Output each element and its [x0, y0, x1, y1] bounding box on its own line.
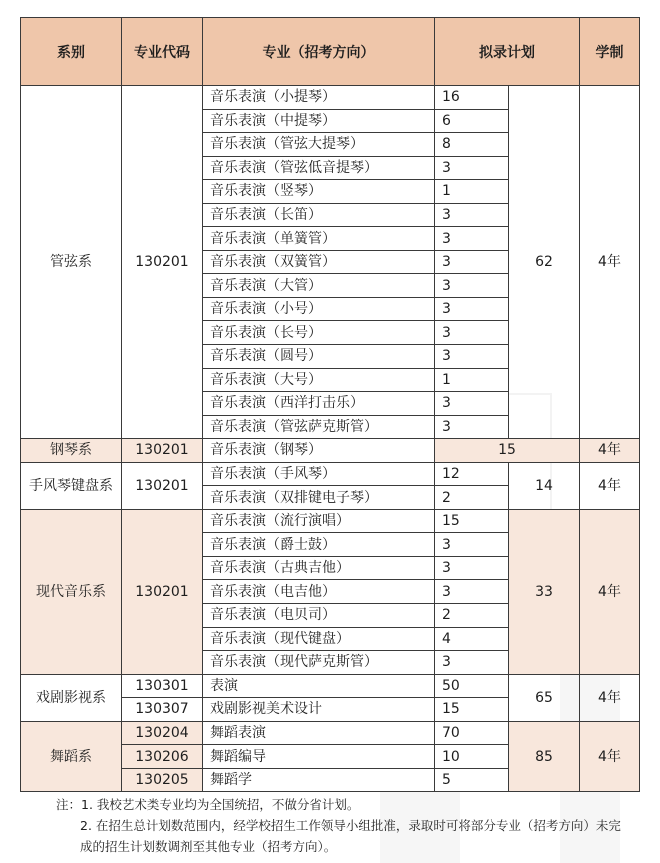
- major-name: 音乐表演（电贝司）: [203, 604, 435, 628]
- major-plan: 1: [435, 180, 509, 204]
- major-plan: 15: [435, 509, 509, 533]
- major-plan: 12: [435, 462, 509, 486]
- major-plan: 3: [435, 274, 509, 298]
- department-name: 舞蹈系: [21, 721, 122, 792]
- major-plan: 5: [435, 768, 509, 792]
- duration: 4年: [580, 86, 640, 439]
- major-name: 音乐表演（流行演唱）: [203, 509, 435, 533]
- major-name: 音乐表演（古典吉他）: [203, 556, 435, 580]
- table-body: [21, 86, 640, 792]
- major-code: 130201: [122, 509, 203, 674]
- major-plan: 3: [435, 227, 509, 251]
- major-name: 音乐表演（双簧管）: [203, 250, 435, 274]
- major-name: 音乐表演（长笛）: [203, 203, 435, 227]
- note-1-text: 1. 我校艺术类专业均为全国统招，不做分省计划。: [81, 797, 360, 812]
- department-total: 65: [509, 674, 580, 721]
- major-name: 音乐表演（现代萨克斯管）: [203, 651, 435, 675]
- major-plan: 3: [435, 156, 509, 180]
- major-name: 音乐表演（手风琴）: [203, 462, 435, 486]
- major-name: 音乐表演（钢琴）: [203, 439, 435, 463]
- table-row: [21, 721, 640, 745]
- major-name: 音乐表演（小提琴）: [203, 86, 435, 110]
- footnotes: [56, 794, 646, 857]
- note-2-line-2: 成的招生计划数调剂至其他专业（招考方向）。: [80, 839, 337, 854]
- duration: 4年: [580, 674, 640, 721]
- major-name: 音乐表演（长号）: [203, 321, 435, 345]
- major-plan: 10: [435, 745, 509, 769]
- major-code: 130307: [122, 698, 203, 722]
- major-plan: 3: [435, 345, 509, 369]
- table-header-row: [21, 18, 640, 86]
- major-name: 音乐表演（现代键盘）: [203, 627, 435, 651]
- major-plan: 3: [435, 297, 509, 321]
- major-name: 音乐表演（爵士鼓）: [203, 533, 435, 557]
- major-name: 音乐表演（小号）: [203, 297, 435, 321]
- major-name: 音乐表演（大号）: [203, 368, 435, 392]
- major-code: 130201: [122, 86, 203, 439]
- department-name: 戏剧影视系: [21, 674, 122, 721]
- department-name: 现代音乐系: [21, 509, 122, 674]
- major-name: 音乐表演（管弦萨克斯管）: [203, 415, 435, 439]
- major-plan: 8: [435, 133, 509, 157]
- major-name: 音乐表演（电吉他）: [203, 580, 435, 604]
- major-plan: 50: [435, 674, 509, 698]
- department-total: 15: [435, 439, 580, 463]
- major-name: 音乐表演（圆号）: [203, 345, 435, 369]
- major-name: 音乐表演（西洋打击乐）: [203, 392, 435, 416]
- header-duration: 学制: [580, 18, 640, 86]
- major-plan: 2: [435, 604, 509, 628]
- table-row: [21, 462, 640, 486]
- table-row: [21, 439, 640, 463]
- major-name: 表演: [203, 674, 435, 698]
- major-plan: 3: [435, 651, 509, 675]
- major-name: 戏剧影视美术设计: [203, 698, 435, 722]
- major-name: 音乐表演（中提琴）: [203, 109, 435, 133]
- department-name: 钢琴系: [21, 439, 122, 463]
- major-plan: 3: [435, 392, 509, 416]
- enrollment-plan-table: [20, 17, 640, 792]
- duration: 4年: [580, 439, 640, 463]
- header-major-code: 专业代码: [122, 18, 203, 86]
- table-row: [21, 674, 640, 698]
- major-plan: 3: [435, 580, 509, 604]
- major-name: 舞蹈表演: [203, 721, 435, 745]
- department-name: 手风琴键盘系: [21, 462, 122, 509]
- major-plan: 3: [435, 321, 509, 345]
- major-code: 130205: [122, 768, 203, 792]
- duration: 4年: [580, 462, 640, 509]
- major-plan: 70: [435, 721, 509, 745]
- major-plan: 6: [435, 109, 509, 133]
- department-total: 85: [509, 721, 580, 792]
- major-name: 音乐表演（管弦大提琴）: [203, 133, 435, 157]
- major-plan: 3: [435, 250, 509, 274]
- note-2-line-1: 2. 在招生总计划数范围内，经学校招生工作领导小组批准，录取时可将部分专业（招考方向）未完: [80, 818, 621, 833]
- major-plan: 3: [435, 533, 509, 557]
- table-row: [21, 86, 640, 110]
- major-code: 130201: [122, 462, 203, 509]
- header-major-name: 专业（招考方向）: [203, 18, 435, 86]
- table-row: [21, 509, 640, 533]
- major-plan: 3: [435, 556, 509, 580]
- duration: 4年: [580, 721, 640, 792]
- duration: 4年: [580, 509, 640, 674]
- major-code: 130204: [122, 721, 203, 745]
- major-code: 130301: [122, 674, 203, 698]
- major-name: 舞蹈编导: [203, 745, 435, 769]
- major-name: 音乐表演（双排键电子琴）: [203, 486, 435, 510]
- major-name: 舞蹈学: [203, 768, 435, 792]
- major-code: 130201: [122, 439, 203, 463]
- major-plan: 16: [435, 86, 509, 110]
- header-department: 系别: [21, 18, 122, 86]
- department-total: 33: [509, 509, 580, 674]
- major-plan: 3: [435, 203, 509, 227]
- note-1: [56, 794, 646, 815]
- department-total: 62: [509, 86, 580, 439]
- note-prefix: 注：: [56, 797, 82, 812]
- department-name: 管弦系: [21, 86, 122, 439]
- major-name: 音乐表演（单簧管）: [203, 227, 435, 251]
- major-plan: 3: [435, 415, 509, 439]
- major-plan: 2: [435, 486, 509, 510]
- major-name: 音乐表演（竖琴）: [203, 180, 435, 204]
- major-name: 音乐表演（管弦低音提琴）: [203, 156, 435, 180]
- header-plan: 拟录计划: [435, 18, 580, 86]
- department-total: 14: [509, 462, 580, 509]
- major-name: 音乐表演（大管）: [203, 274, 435, 298]
- major-plan: 15: [435, 698, 509, 722]
- major-plan: 1: [435, 368, 509, 392]
- major-plan: 4: [435, 627, 509, 651]
- major-code: 130206: [122, 745, 203, 769]
